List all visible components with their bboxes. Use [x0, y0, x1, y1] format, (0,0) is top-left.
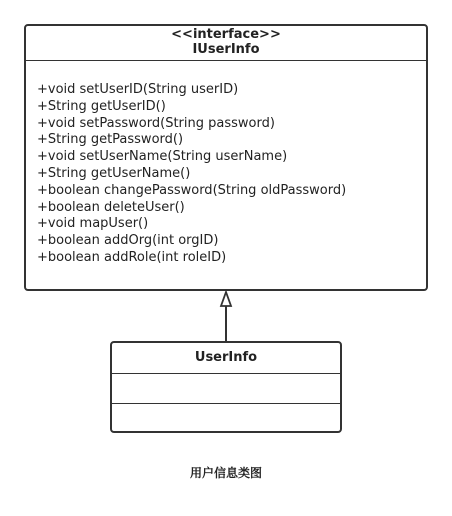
- interface-stereotype: <<interface>>: [171, 27, 281, 42]
- method-set-user-name: +void setUserName(String userName): [37, 149, 288, 165]
- method-change-password: +boolean changePassword(String oldPassword): [37, 182, 347, 198]
- diagram-caption: 用户信息类图: [189, 466, 262, 480]
- class-name: UserInfo: [112, 343, 340, 374]
- method-delete-user: +boolean deleteUser(): [37, 199, 185, 215]
- method-set-user-id: +void setUserID(String userID): [37, 82, 239, 97]
- method-map-user: +void mapUser(): [37, 216, 149, 232]
- class-operations-section: [112, 404, 340, 432]
- class-box-userinfo[interactable]: [110, 341, 342, 433]
- method-get-user-name: +String getUserName(): [37, 165, 191, 181]
- method-add-role: +boolean addRole(int roleID): [37, 249, 227, 265]
- method-set-password: +void setPassword(String password): [37, 115, 275, 131]
- method-get-user-id: +String getUserID(): [37, 98, 166, 114]
- hollow-triangle-arrowhead-icon: [221, 292, 231, 306]
- class-attributes-section: [112, 374, 340, 404]
- method-get-password: +String getPassword(): [37, 132, 184, 148]
- interface-name: IUserInfo: [192, 42, 260, 57]
- method-add-org: +boolean addOrg(int orgID): [37, 233, 219, 249]
